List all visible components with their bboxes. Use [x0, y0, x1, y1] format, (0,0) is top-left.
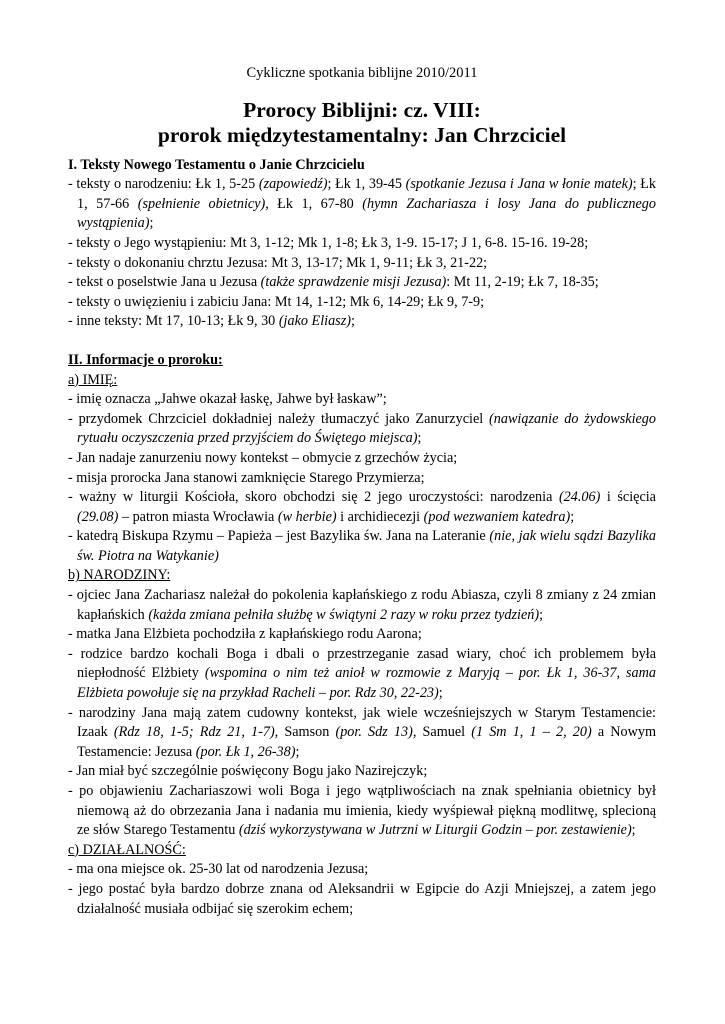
list-item: - jego postać była bardzo dobrze znana od Aleksandrii w Egipcie do Azji Mniejszej, a zatem jego działalność musiała odbijać się szerokim echem;: [68, 880, 656, 917]
italic-run: (hymn Zachariasza i losy Jana do publicznego wystąpienia): [77, 195, 656, 232]
italic-run: (29.08): [77, 508, 119, 525]
text-run: - po objawieniu Zachariaszowi woli Boga i jego wątpliwościach na znak spełniania obietnicy był niemową aż do obrzezania Jana i nadania mu imienia, kiedy wyśpiewał piękną modlitwę, splecioną ze słów Starego Testamentu: [68, 783, 656, 839]
list-item: [68, 645, 656, 704]
text-run: , Samson: [274, 724, 336, 741]
title-line-2: prorok międzytestamentalny: Jan Chrzciciel: [157, 122, 567, 147]
text-run: - katedrą Biskupa Rzymu – Papieża – jest Bazylika św. Jana na Lateranie: [68, 528, 490, 545]
text-run: ;: [570, 508, 575, 525]
list-item: [68, 704, 656, 763]
text-run: ; Łk 1, 57-66: [77, 176, 657, 212]
text-run: a Nowym Testamencie: Jezusa: [77, 724, 657, 760]
list-item: [68, 312, 656, 332]
text-run: i archidiecezji: [336, 508, 424, 525]
italic-run: (por. Sdz 13): [335, 724, 413, 741]
list-item: - teksty o dokonaniu chrztu Jezusa: Mt 3, 13-17; Mk 1, 9-11; Łk 3, 21-22;: [68, 254, 488, 271]
italic-run: (Rdz 18, 1-5; Rdz 21, 1-7): [113, 724, 275, 741]
list-item: - misja prorocka Jana stanowi zamknięcie Starego Przymierza;: [68, 469, 425, 486]
italic-run: (spełnienie obietnicy): [137, 195, 266, 212]
document-page: [68, 64, 656, 919]
italic-run: (każda zmiana pełniła służbę w świątyni 2 razy w roku przez tydzień): [148, 606, 540, 623]
text-run: : Mt 11, 2-19; Łk 7, 18-35;: [446, 274, 599, 291]
italic-run: (nawiązanie do żydowskiego rytuału oczyszczenia przed przyjściem do Świętego miejsca): [77, 410, 656, 447]
document-title: [68, 98, 656, 148]
title-line-1: Prorocy Biblijni: cz. VIII:: [243, 97, 481, 122]
text-run: ;: [350, 313, 355, 330]
italic-run: (także sprawdzenie misji Jezusa): [260, 274, 447, 291]
italic-run: (spotkanie Jezusa i Jana w łonie matek): [405, 176, 633, 193]
text-run: , Łk 1, 67-80: [265, 195, 363, 212]
subsection-c-label: c) DZIAŁALNOŚĆ:: [68, 841, 186, 858]
text-run: - przydomek Chrzciciel dokładniej należy tłumaczyć jako Zanurzyciel: [68, 410, 490, 427]
section-2-heading: II. Informacje o proroku:: [68, 351, 223, 368]
list-item: - matka Jana Elżbieta pochodziła z kapłańskiego rodu Aarona;: [68, 626, 422, 643]
list-item: - imię oznacza „Jahwe okazał łaskę, Jahwe był łaskaw”;: [68, 391, 387, 408]
text-run: - narodziny Jana mają zatem cudowny kontekst, jak wiele wcześniejszych w Starym Testamencie: Izaak: [68, 704, 656, 741]
italic-run: (wspomina o nim też anioł w rozmowie z Maryją – por. Łk 1, 36-37, sama Elżbieta powołuje się na przykład Racheli – por. Rdz 30, 22-23): [77, 665, 656, 702]
list-item: - Jan nadaje zanurzeniu nowy kontekst – obmycie z grzechów życia;: [68, 449, 458, 466]
list-item: [68, 586, 656, 625]
italic-run: (1 Sm 1, 1 – 2, 20): [471, 724, 592, 741]
text-run: - rodzice bardzo kochali Boga i dbali o przestrzeganie zasad wiary, choć ich problemem była niepłodność Elżbiety: [68, 645, 656, 682]
italic-run: (nie, jak wielu sądzi Bazylika św. Piotra na Watykanie): [77, 528, 656, 564]
italic-run: (zapowiedź): [258, 176, 328, 193]
list-item: [68, 175, 656, 234]
italic-run: (pod wezwaniem katedra): [423, 508, 571, 525]
text-run: - tekst o poselstwie Jana u Jezusa: [68, 274, 261, 291]
italic-run: (jako Eliasz): [278, 313, 351, 330]
text-run: - teksty o narodzeniu: Łk 1, 5-25: [68, 176, 259, 193]
list-item: - Jan miał być szczególnie poświęcony Bogu jako Nazirejczyk;: [68, 763, 428, 780]
text-run: - inne teksty: Mt 17, 10-13; Łk 9, 30: [68, 313, 279, 330]
text-run: ;: [539, 606, 544, 623]
italic-run: (24.06): [558, 489, 601, 506]
subsection-b-label: b) NARODZINY:: [68, 567, 171, 584]
text-run: ;: [295, 743, 300, 760]
italic-run: (w herbie): [277, 508, 337, 525]
list-item: - teksty o Jego wystąpieniu: Mt 3, 1-12; Mk 1, 1-8; Łk 3, 1-9. 15-17; J 1, 6-8. 15-16. 19-28;: [68, 234, 589, 251]
text-run: ;: [149, 215, 154, 232]
list-item: [68, 273, 656, 293]
subsection-a-label: a) IMIĘ:: [68, 371, 118, 388]
text-run: - ważny w liturgii Kościoła, skoro obchodzi się 2 jego uroczystości: narodzenia: [68, 489, 559, 506]
text-run: i ścięcia: [600, 489, 656, 506]
spacer: [68, 332, 656, 351]
text-run: - ojciec Jana Zachariasz należał do pokolenia kapłańskiego z rodu Abiasza, czyli 8 zmiany z 24 zmian kapłańskich: [68, 587, 656, 623]
italic-run: (dziś wykorzystywana w Jutrzni w Liturgii Godzin – por. zestawienie): [238, 822, 632, 839]
list-item: [68, 527, 656, 566]
text-run: ; Łk 1, 39-45: [327, 176, 406, 193]
list-item: - teksty o uwięzieniu i zabiciu Jana: Mt 14, 1-12; Mk 6, 14-29; Łk 9, 7-9;: [68, 293, 485, 310]
italic-run: (por. Łk 1, 26-38): [195, 743, 296, 760]
list-item: - ma ona miejsce ok. 25-30 lat od narodzenia Jezusa;: [68, 861, 369, 878]
text-run: ;: [631, 822, 636, 839]
text-run: , Samuel: [412, 724, 472, 741]
text-run: – patron miasta Wrocławia: [118, 508, 278, 525]
text-run: ;: [438, 685, 443, 702]
text-run: ;: [417, 430, 422, 447]
document-header: Cykliczne spotkania biblijne 2010/2011: [246, 65, 478, 81]
list-item: [68, 410, 656, 449]
list-item: [68, 782, 656, 841]
section-1-heading: I. Teksty Nowego Testamentu o Janie Chrzcicielu: [68, 156, 365, 173]
list-item: [68, 488, 656, 527]
